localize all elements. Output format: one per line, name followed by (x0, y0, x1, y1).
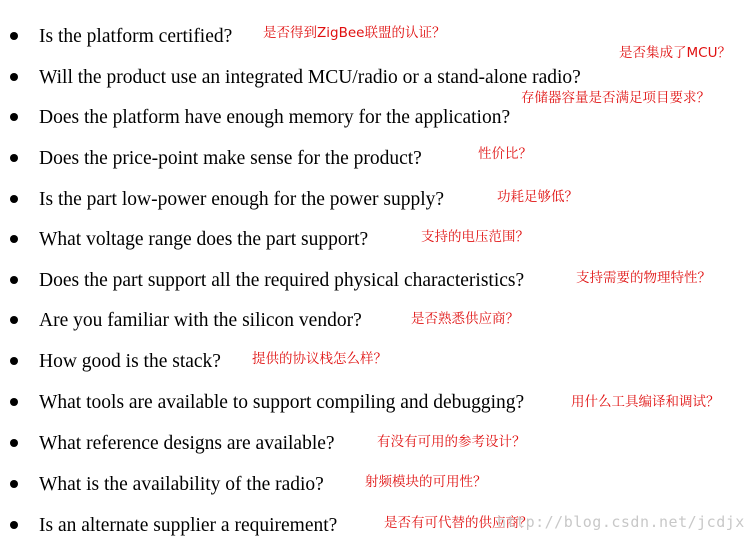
chinese-annotation: 功耗足够低？ (497, 189, 578, 205)
bullet-icon (10, 398, 18, 406)
list-item (0, 45, 753, 93)
bullet-icon (10, 521, 18, 529)
question-text: What tools are available to support compiling and debugging? (39, 392, 525, 413)
bullet-icon (10, 480, 18, 488)
question-text: What voltage range does the part support? (39, 229, 369, 250)
bullet-icon (10, 73, 18, 81)
chinese-annotation: 性价比？ (478, 146, 532, 162)
bullet-icon (10, 357, 18, 365)
question-text: How good is the stack? (39, 351, 221, 372)
bullet-icon (10, 235, 18, 243)
question-text: Is the part low-power enough for the power supply? (39, 189, 445, 210)
chinese-annotation: 有没有可用的参考设计？ (377, 434, 526, 450)
question-text: Does the part support all the required physical characteristics? (39, 270, 525, 291)
bullet-icon (10, 316, 18, 324)
bullet-icon (10, 195, 18, 203)
chinese-annotation: 存储器容量是否满足项目要求？ (521, 90, 710, 106)
bullet-icon (10, 439, 18, 447)
question-text: What reference designs are available? (39, 433, 335, 454)
list-item (0, 266, 753, 296)
chinese-annotation: 是否得到ZigBee联盟的认证？ (263, 25, 446, 41)
list-item (0, 388, 753, 418)
question-text: What is the availability of the radio? (39, 474, 324, 495)
list-item (0, 90, 753, 133)
chinese-annotation: 是否集成了MCU？ (619, 45, 731, 61)
bullet-icon (10, 276, 18, 284)
chinese-annotation: 射频模块的可用性？ (365, 474, 487, 490)
question-text: Are you familiar with the silicon vendor? (39, 310, 362, 331)
list-item (0, 185, 753, 215)
chinese-annotation: 是否有可代替的供应商？ (384, 515, 533, 531)
chinese-annotation: 用什么工具编译和调试？ (571, 394, 720, 410)
question-text: Does the platform have enough memory for the application? (39, 107, 511, 128)
list-item (0, 347, 753, 377)
list-item (0, 306, 753, 336)
bullet-icon (10, 154, 18, 162)
list-item (0, 470, 753, 500)
chinese-annotation: 提供的协议栈怎么样？ (252, 351, 387, 367)
list-item (0, 225, 753, 255)
list-item (0, 429, 753, 459)
question-text: Is the platform certified? (39, 26, 233, 47)
chinese-annotation: 支持的电压范围？ (421, 229, 529, 245)
bullet-icon (10, 113, 18, 121)
bullet-icon (10, 32, 18, 40)
chinese-annotation: 是否熟悉供应商？ (411, 311, 519, 327)
chinese-annotation: 支持需要的物理特性？ (576, 270, 711, 286)
question-text: Is an alternate supplier a requirement? (39, 515, 338, 536)
question-text: Will the product use an integrated MCU/radio or a stand-alone radio? (39, 67, 581, 88)
list-item (0, 144, 753, 174)
question-text: Does the price-point make sense for the product? (39, 148, 422, 169)
watermark: http://blog.csdn.net/jcdjx (497, 513, 745, 531)
